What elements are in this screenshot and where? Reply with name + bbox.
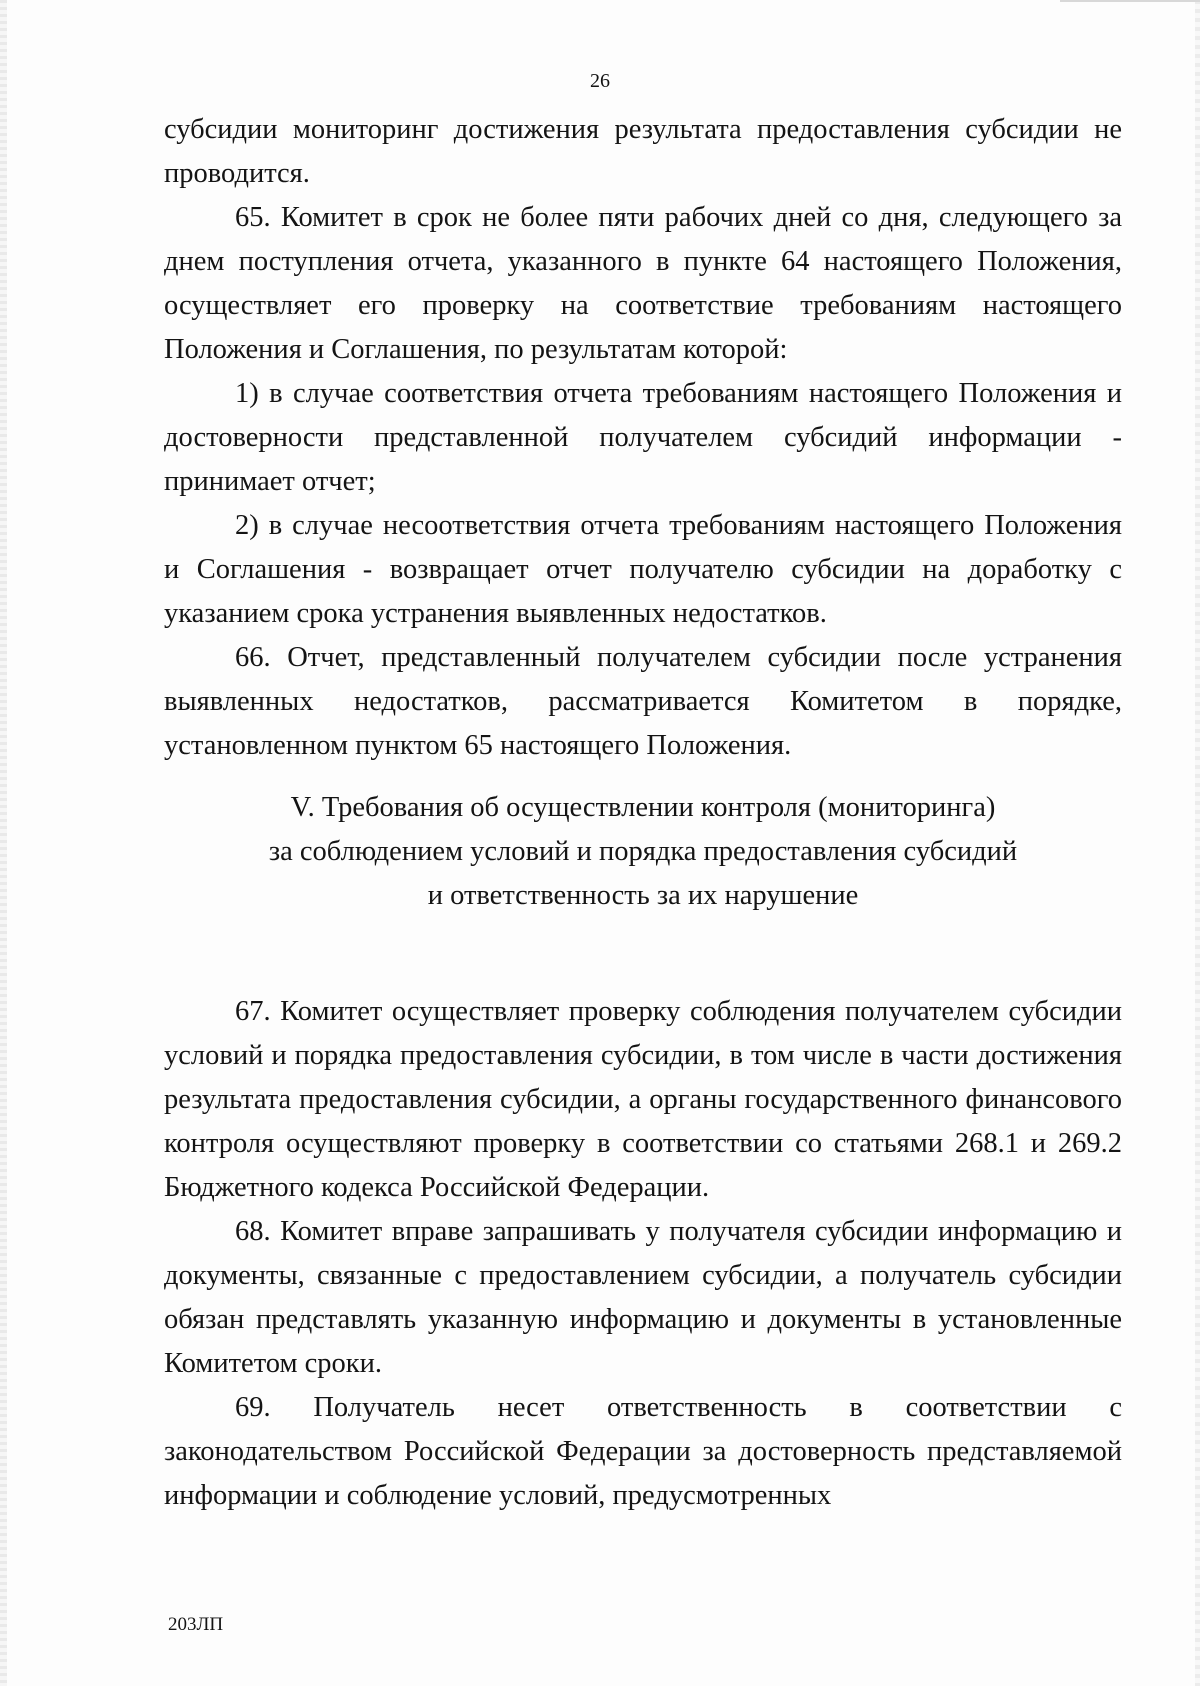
paragraph: 65. Комитет в срок не более пяти рабочих дней со дня, следующего за днем поступления отчета, указанного в пункте 64 настоящего Положения, осуществляет его проверку на соответствие требованиям настоящего Положения и Соглашения, по результатам которой: bbox=[164, 202, 1122, 365]
body-text-bottom bbox=[164, 990, 1122, 1518]
scan-edge-right bbox=[1195, 0, 1200, 1686]
paragraph: субсидии мониторинг достижения результата предоставления субсидии не проводится. bbox=[164, 114, 1122, 189]
paragraph: 68. Комитет вправе запрашивать у получателя субсидии информацию и документы, связанные с предоставлением субсидии, а получатель субсидии обязан представлять указанную информацию и документы в установленные Комитетом сроки. bbox=[164, 1216, 1122, 1379]
paragraph: 66. Отчет, представленный получателем субсидии после устранения выявленных недостатков, рассматривается Комитетом в порядке, установленном пунктом 65 настоящего Положения. bbox=[164, 642, 1122, 761]
scan-edge-top bbox=[1060, 0, 1200, 2]
document-code: 203ЛП bbox=[168, 1614, 224, 1635]
page-number: 26 bbox=[590, 70, 610, 92]
paragraph: 69. Получатель несет ответственность в соответствии с законодательством Российской Федерации за достоверность представляемой информации и соблюдение условий, предусмотренных bbox=[164, 1392, 1122, 1511]
paragraph: 1) в случае соответствия отчета требованиям настоящего Положения и достоверности представленной получателем субсидий информации - принимает отчет; bbox=[164, 378, 1122, 497]
scan-edge-left bbox=[0, 0, 7, 1686]
section-heading bbox=[164, 786, 1122, 918]
section-heading-line: V. Требования об осуществлении контроля (мониторинга) bbox=[290, 792, 996, 823]
paragraph: 67. Комитет осуществляет проверку соблюдения получателем субсидии условий и порядка предоставления субсидии, в том числе в части достижения результата предоставления субсидии, а органы государственного финансового контроля осуществляют проверку в соответствии со статьями 268.1 и 269.2 Бюджетного кодекса Российской Федерации. bbox=[164, 996, 1122, 1203]
section-heading-line: за соблюдением условий и порядка предоставления субсидий bbox=[268, 836, 1018, 867]
body-text-top bbox=[164, 108, 1122, 768]
section-heading-line: и ответственность за их нарушение bbox=[427, 880, 859, 911]
paragraph: 2) в случае несоответствия отчета требованиям настоящего Положения и Соглашения - возвращает отчет получателю субсидии на доработку с указанием срока устранения выявленных недостатков. bbox=[164, 510, 1122, 629]
